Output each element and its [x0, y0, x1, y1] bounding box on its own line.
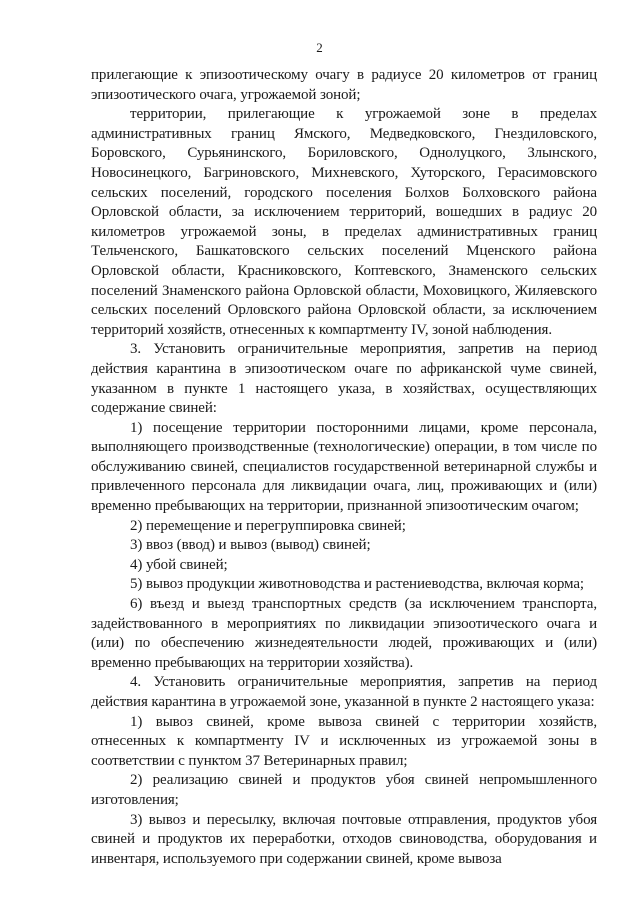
- paragraph-item-4-2: 2) реализацию свиней и продуктов убоя свиней непромышленного изготовления;: [91, 772, 597, 808]
- paragraph-item-4-1: 1) вывоз свиней, кроме вывоза свиней с территории хозяйств, отнесенных к компартменту IV и исключенных из угрожаемой зоны в соответствии с пунктом 37 Ветеринарных правил;: [91, 713, 597, 769]
- paragraph-item-3-1: 1) посещение территории посторонними лицами, кроме персонала, выполняющего производственные (технологические) операции, в том числе по обслуживанию свиней, специалистов государственной ветеринарной службы и привлеченного персонала для ликвидации очага, лиц, проживающих и (или) временно пребывающих на территории, признанной эпизоотическим очагом;: [91, 419, 597, 515]
- page-number: 2: [316, 40, 323, 55]
- paragraph-item-3: 3. Установить ограничительные мероприятия, запретив на период действия карантина в эпизоотическом очаге по африканской чуме свиней, указанном в пункте 1 настоящего указа, в хозяйствах, осуществляющих содержание свиней:: [91, 341, 597, 417]
- paragraph-item-3-4: 4) убой свиней;: [130, 556, 228, 573]
- paragraph-observation-zone: территории, прилегающие к угрожаемой зоне в пределах административных границ Ямского, Медведковского, Гнездиловского, Боровского, Сурьянинского, Бориловского, Однолуцкого, Злынского, Новосинецкого, Багриновского, Михневского, Хуторского, Герасимовского сельских поселений, городского поселения Болхов Болховского района Орловской области, за исключением территорий, вошедших в радиус 20 километров угрожаемой зоны, в пределах административных границ Тельченского, Башкатовского сельских поселений Мценского района Орловской области, Красниковского, Коптевского, Знаменского сельских поселений Знаменского района Орловской области, Моховицкого, Жиляевского сельских поселений Орловского района Орловской области, за исключением территорий хозяйств, отнесенных к компартменту IV, зоной наблюдения.: [91, 106, 597, 338]
- paragraph-item-3-6: 6) въезд и выезд транспортных средств (за исключением транспорта, задействованного в мероприятиях по ликвидации эпизоотического очага и (или) по обеспечению жизнедеятельности людей, проживающих и (или) временно пребывающих на территории хозяйства).: [91, 596, 597, 671]
- paragraph-item-3-5: 5) вывоз продукции животноводства и растениеводства, включая корма;: [130, 576, 584, 593]
- document-body: [91, 66, 597, 869]
- paragraph-item-4-3: 3) вывоз и пересылку, включая почтовые отправления, продуктов убоя свиней и продуктов их переработки, отходов свиноводства, оборудования и инвентаря, используемого при содержании свиней, кроме вывоза: [91, 811, 597, 867]
- paragraph-item-3-3: 3) ввоз (ввод) и вывоз (вывод) свиней;: [130, 537, 371, 554]
- paragraph-item-4: 4. Установить ограничительные мероприятия, запретив на период действия карантина в угрожаемой зоне, указанной в пункте 2 настоящего указа:: [91, 674, 597, 710]
- paragraph-item-3-2: 2) перемещение и перегруппировка свиней;: [130, 517, 406, 534]
- paragraph-continuation: прилегающие к эпизоотическому очагу в радиусе 20 километров от границ эпизоотического очага, угрожаемой зоной;: [91, 67, 597, 103]
